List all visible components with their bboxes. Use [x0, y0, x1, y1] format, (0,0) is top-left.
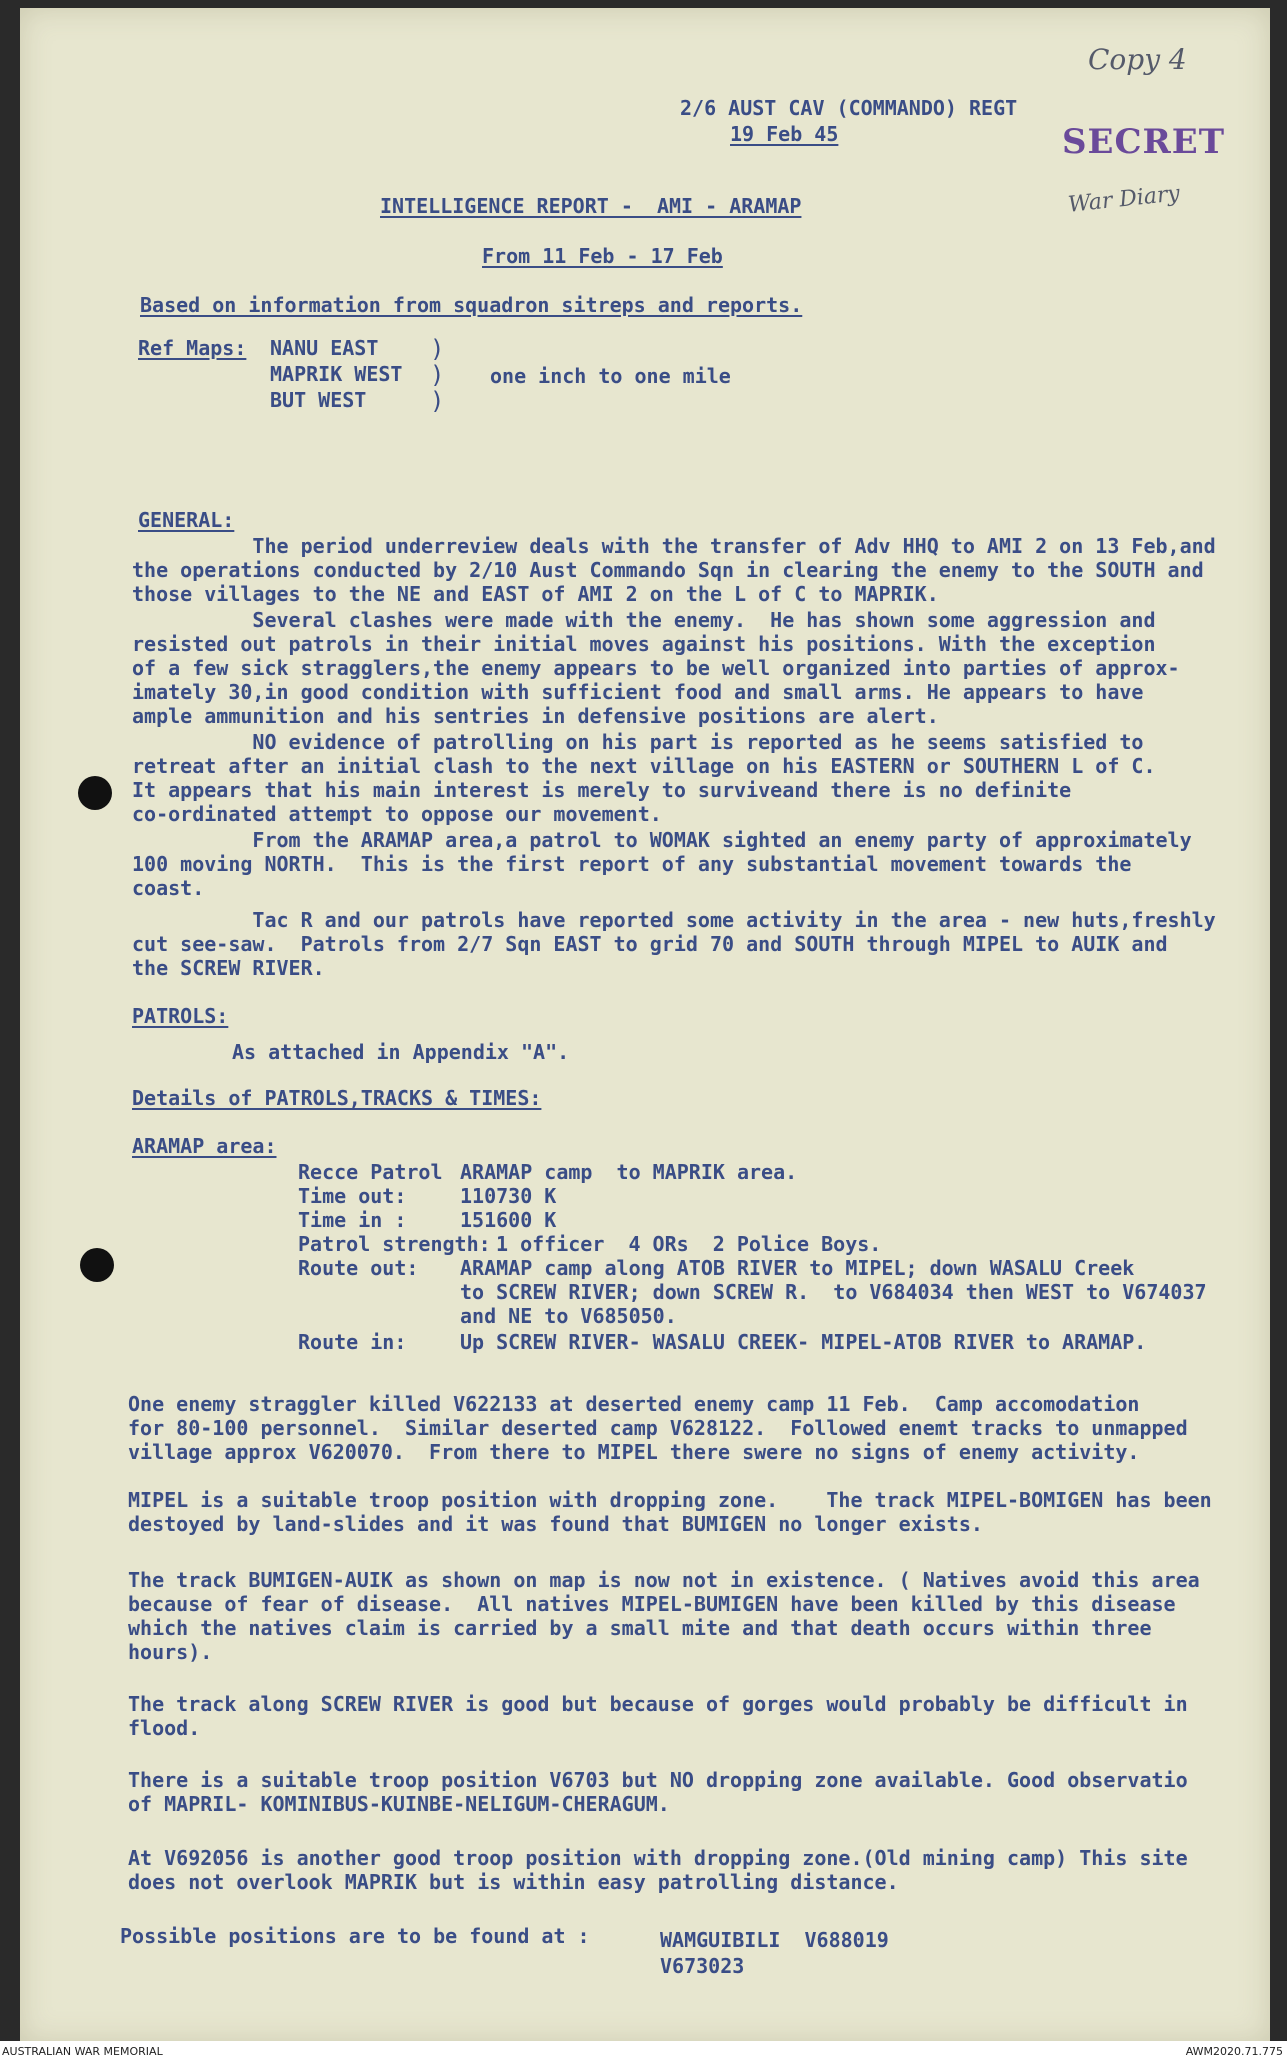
- details-area: ARAMAP area:: [132, 1134, 277, 1158]
- general-paragraph: Tac R and our patrols have reported some activity in the area - new huts,freshly cut see-saw. Patrols from 2/7 Sqn EAST to grid 70 and SOUTH through MIPEL to AUIK and the SCREW RIVER.: [132, 908, 1216, 980]
- detail-label: Patrol strength:: [298, 1232, 491, 1256]
- detail-label: Recce Patrol: [298, 1160, 443, 1184]
- report-period: From 11 Feb - 17 Feb: [482, 244, 723, 268]
- detail-value: ARAMAP camp along ATOB RIVER to MIPEL; down WASALU Creek to SCREW RIVER; down SCREW R. to V684034 then WEST to V674037 and NE to V685050.: [460, 1256, 1207, 1328]
- finding-paragraph: MIPEL is a suitable troop position with dropping zone. The track MIPEL-BOMIGEN has been destoyed by land-slides and it was found that BUMIGEN no longer exists.: [128, 1488, 1212, 1536]
- detail-label: Time in :: [298, 1208, 407, 1232]
- general-heading: GENERAL:: [138, 508, 235, 532]
- unit-name: 2/6 AUST CAV (COMMANDO) REGT: [680, 96, 1018, 120]
- finding-paragraph: At V692056 is another good troop position with dropping zone.(Old mining camp) This site does not overlook MAPRIK but is within easy patrolling distance.: [128, 1846, 1188, 1894]
- finding-paragraph: The track BUMIGEN-AUIK as shown on map is now not in existence. ( Natives avoid this area because of fear of disease. All natives MIPEL-BUMIGEN have been killed by this disease which the natives claim is carried by a small mite and that death occurs within three hours).: [128, 1568, 1200, 1664]
- detail-label: Time out:: [298, 1184, 407, 1208]
- finding-paragraph: There is a suitable troop position V6703 but NO dropping zone available. Good observatio of MAPRIL- KOMINIBUS-KUINBE-NELIGUM-CHERAGUM.: [128, 1768, 1188, 1816]
- punch-hole: [78, 776, 112, 810]
- copy-annotation: Copy 4: [1088, 43, 1187, 76]
- document-page: [20, 8, 1270, 2043]
- footer-right: AWM2020.71.775: [1185, 2045, 1283, 2058]
- report-date: 19 Feb 45: [730, 122, 839, 146]
- detail-value: 110730 K: [460, 1184, 557, 1208]
- report-basis: Based on information from squadron sitreps and reports.: [140, 293, 803, 317]
- detail-value: 1 officer 4 ORs 2 Police Boys.: [496, 1232, 882, 1256]
- details-heading: Details of PATROLS,TRACKS & TIMES:: [132, 1086, 542, 1110]
- ref-map-3: BUT WEST: [270, 388, 367, 412]
- general-paragraph: The period underreview deals with the transfer of Adv HHQ to AMI 2 on 13 Feb,and the operations conducted by 2/10 Aust Commando Sqn in clearing the enemy to the SOUTH and those villages to the NE and EAST of AMI 2 on the L of C to MAPRIK.: [132, 534, 1216, 606]
- ref-map-1: NANU EAST: [270, 336, 379, 360]
- detail-label: Route out:: [298, 1256, 419, 1280]
- footer-left: AUSTRALIAN WAR MEMORIAL: [2, 2045, 163, 2058]
- ref-map-2: MAPRIK WEST: [270, 362, 403, 386]
- detail-value: Up SCREW RIVER- WASALU CREEK- MIPEL-ATOB RIVER to ARAMAP.: [460, 1330, 1147, 1354]
- finding-paragraph: The track along SCREW RIVER is good but because of gorges would probably be difficult in flood.: [128, 1692, 1188, 1740]
- footer-bar: [0, 2041, 1287, 2061]
- report-title: INTELLIGENCE REPORT - AMI - ARAMAP: [380, 194, 802, 218]
- patrols-text: As attached in Appendix "A".: [232, 1040, 570, 1064]
- detail-value: 151600 K: [460, 1208, 557, 1232]
- general-paragraph: Several clashes were made with the enemy. He has shown some aggression and resisted out patrols in their initial moves against his positions. With the exception of a few sick stragglers,the enemy appears to be well organized into parties of approx- imately 30,in good condition with sufficient food and small arms. He appears to have ample ammunition and his sentries in defensive positions are alert.: [132, 608, 1180, 728]
- map-scale: one inch to one mile: [490, 364, 731, 388]
- secret-stamp: SECRET: [1062, 122, 1226, 162]
- general-paragraph: NO evidence of patrolling on his part is reported as he seems satisfied to retreat after an initial clash to the next village on his EASTERN or SOUTHERN L of C. It appears that his main interest is merely to surviveand there is no definite co-ordinated attempt to oppose our movement.: [132, 730, 1156, 826]
- war-diary-annotation: War Diary: [1066, 181, 1182, 218]
- ref-maps-label: Ref Maps:: [138, 336, 247, 360]
- punch-hole: [80, 1248, 114, 1282]
- detail-value: ARAMAP camp to MAPRIK area.: [460, 1160, 798, 1184]
- position-item: WAMGUIBILI V688019: [660, 1928, 889, 1952]
- brace: ) ) ): [430, 335, 445, 415]
- position-item: V673023: [660, 1954, 745, 1978]
- general-paragraph: From the ARAMAP area,a patrol to WOMAK sighted an enemy party of approximately 100 moving NORTH. This is the first report of any substantial movement towards the coast.: [132, 828, 1192, 900]
- detail-label: Route in:: [298, 1330, 407, 1354]
- patrols-heading: PATROLS:: [132, 1004, 229, 1028]
- positions-label: Possible positions are to be found at :: [120, 1924, 590, 1948]
- finding-paragraph: One enemy straggler killed V622133 at deserted enemy camp 11 Feb. Camp accomodation for 80-100 personnel. Similar deserted camp V628122. Followed enemt tracks to unmapped village approx V620070. From there to MIPEL there swere no signs of enemy activity.: [128, 1392, 1188, 1464]
